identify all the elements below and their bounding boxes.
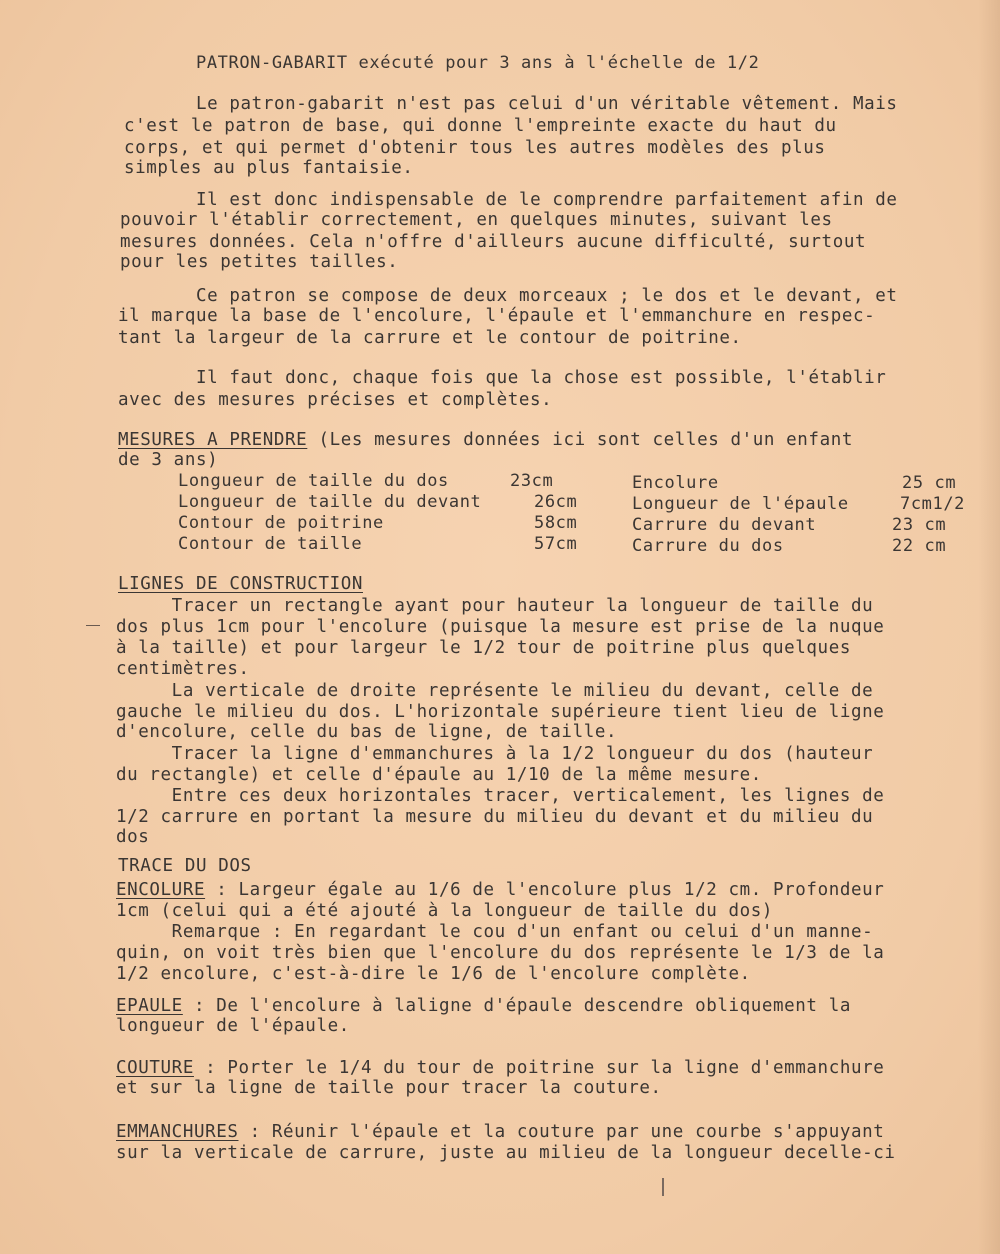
mesure-left-label-1: Longueur de taille du dos: [178, 471, 449, 491]
margin-dash: [86, 625, 100, 626]
lignes-line-5: La verticale de droite représente le milieu du devant, celle de: [116, 681, 874, 701]
lignes-line-12: dos: [116, 827, 150, 847]
emmanchures-text-1: : Réunir l'épaule et la couture par une courbe s'appuyant: [238, 1122, 885, 1142]
mesures-heading-line2: de 3 ans): [118, 450, 219, 470]
mesure-right-label-4: Carrure du dos: [632, 536, 784, 556]
epaule-line-2: longueur de l'épaule.: [116, 1016, 350, 1036]
intro-p2-line2: pouvoir l'établir correctement, en quelques minutes, suivant les: [120, 210, 833, 230]
mesure-left-label-4: Contour de taille: [178, 534, 363, 554]
epaule-text-1: : De l'encolure à laligne d'épaule descendre obliquement la: [182, 996, 851, 1016]
couture-line-1: [116, 1058, 884, 1079]
encolure-line-5: 1/2 encolure, c'est-à-dire le 1/6 de l'encolure complète.: [116, 964, 751, 984]
lignes-line-9: du rectangle) et celle d'épaule au 1/10 de la même mesure.: [116, 765, 762, 785]
mesure-right-value-3: 23 cm: [892, 515, 947, 535]
intro-p1-line3: corps, et qui permet d'obtenir tous les autres modèles des plus: [124, 138, 826, 158]
mesure-left-value-4: 57cm: [534, 534, 578, 554]
intro-p4-line1: Il faut donc, chaque fois que la chose est possible, l'établir: [196, 368, 887, 388]
mesures-heading: [118, 430, 853, 451]
intro-p2-line4: pour les petites tailles.: [120, 252, 399, 272]
emmanchures-line-2: sur la verticale de carrure, juste au milieu de la longueur decelle-ci: [116, 1143, 896, 1163]
mesure-left-value-2: 26cm: [534, 492, 578, 512]
emmanchures-line-1: [116, 1122, 884, 1143]
intro-p4-line2: avec des mesures précises et complètes.: [118, 390, 553, 410]
mesure-left-label-3: Contour de poitrine: [178, 513, 384, 533]
encolure-label: ENCOLURE: [116, 880, 206, 900]
lignes-line-3: à la taille) et pour largeur le 1/2 tour de poitrine plus quelques: [116, 638, 851, 658]
lignes-line-4: centimètres.: [116, 659, 250, 679]
encolure-line-3: Remarque : En regardant le cou d'un enfant ou celui d'un manne-: [116, 922, 874, 942]
mesure-right-value-1: 25 cm: [902, 473, 957, 493]
couture-text-1: : Porter le 1/4 du tour de poitrine sur la ligne d'emmanchure: [193, 1058, 885, 1078]
intro-p2-line3: mesures données. Cela n'offre d'ailleurs aucune difficulté, surtout: [120, 232, 867, 252]
encolure-line-1: [116, 880, 884, 901]
mesure-left-label-2: Longueur de taille du devant: [178, 492, 482, 512]
encolure-line-2: 1cm (celui qui a été ajouté à la longueur de taille du dos): [116, 901, 774, 921]
intro-p3-line3: tant la largeur de la carrure et le contour de poitrine.: [118, 328, 742, 348]
intro-p1-line1: Le patron-gabarit n'est pas celui d'un véritable vêtement. Mais: [196, 94, 898, 114]
mesure-right-label-3: Carrure du devant: [632, 515, 817, 535]
lignes-line-8: Tracer la ligne d'emmanchures à la 1/2 longueur du dos (hauteur: [116, 744, 874, 764]
mesure-right-value-4: 22 cm: [892, 536, 947, 556]
epaule-line-1: [116, 996, 851, 1017]
intro-p1-line4: simples au plus fantaisie.: [124, 158, 414, 178]
intro-p3-line1: Ce patron se compose de deux morceaux ; le dos et le devant, et: [196, 286, 898, 306]
intro-p3-line2: il marque la base de l'encolure, l'épaule et l'emmanchure en respec-: [118, 306, 876, 326]
intro-p1-line2: c'est le patron de base, qui donne l'empreinte exacte du haut du: [124, 116, 837, 136]
emmanchures-label: EMMANCHURES: [116, 1122, 239, 1142]
lignes-line-2: dos plus 1cm pour l'encolure (puisque la mesure est prise de la nuque: [116, 617, 885, 637]
paper-edge-shadow: [978, 0, 1000, 1254]
mesure-right-label-2: Longueur de l'épaule: [632, 494, 849, 514]
document-title: PATRON-GABARIT exécuté pour 3 ans à l'échelle de 1/2: [196, 53, 760, 73]
trace-heading: TRACE DU DOS: [118, 856, 252, 876]
lignes-line-7: d'encolure, celle du bas de ligne, de taille.: [116, 722, 618, 742]
intro-p2-line1: Il est donc indispensable de le comprendre parfaitement afin de: [196, 190, 898, 210]
mesures-heading-rest: (Les mesures données ici sont celles d'un enfant: [307, 430, 853, 450]
encolure-text-1: : Largeur égale au 1/6 de l'encolure plus 1/2 cm. Profondeur: [205, 880, 885, 900]
couture-label: COUTURE: [116, 1058, 194, 1078]
mesure-left-value-3: 58cm: [534, 513, 578, 533]
mesure-right-label-1: Encolure: [632, 473, 719, 493]
lignes-heading: LIGNES DE CONSTRUCTION: [118, 574, 363, 594]
lignes-line-6: gauche le milieu du dos. L'horizontale supérieure tient lieu de ligne: [116, 702, 885, 722]
lignes-line-1: Tracer un rectangle ayant pour hauteur la longueur de taille du: [116, 596, 874, 616]
couture-line-2: et sur la ligne de taille pour tracer la couture.: [116, 1078, 662, 1098]
mesure-right-value-2: 7cm1/2: [900, 494, 966, 514]
lignes-line-10: Entre ces deux horizontales tracer, verticalement, les lignes de: [116, 786, 885, 806]
mesures-heading-underlined: MESURES A PRENDRE: [118, 430, 308, 450]
lignes-line-11: 1/2 carrure en portant la mesure du milieu du devant et du milieu du: [116, 807, 874, 827]
page-mark: [662, 1178, 664, 1196]
mesure-left-value-1: 23cm: [510, 471, 554, 491]
epaule-label: EPAULE: [116, 996, 183, 1016]
encolure-line-4: quin, on voit très bien que l'encolure du dos représente le 1/3 de la: [116, 943, 885, 963]
